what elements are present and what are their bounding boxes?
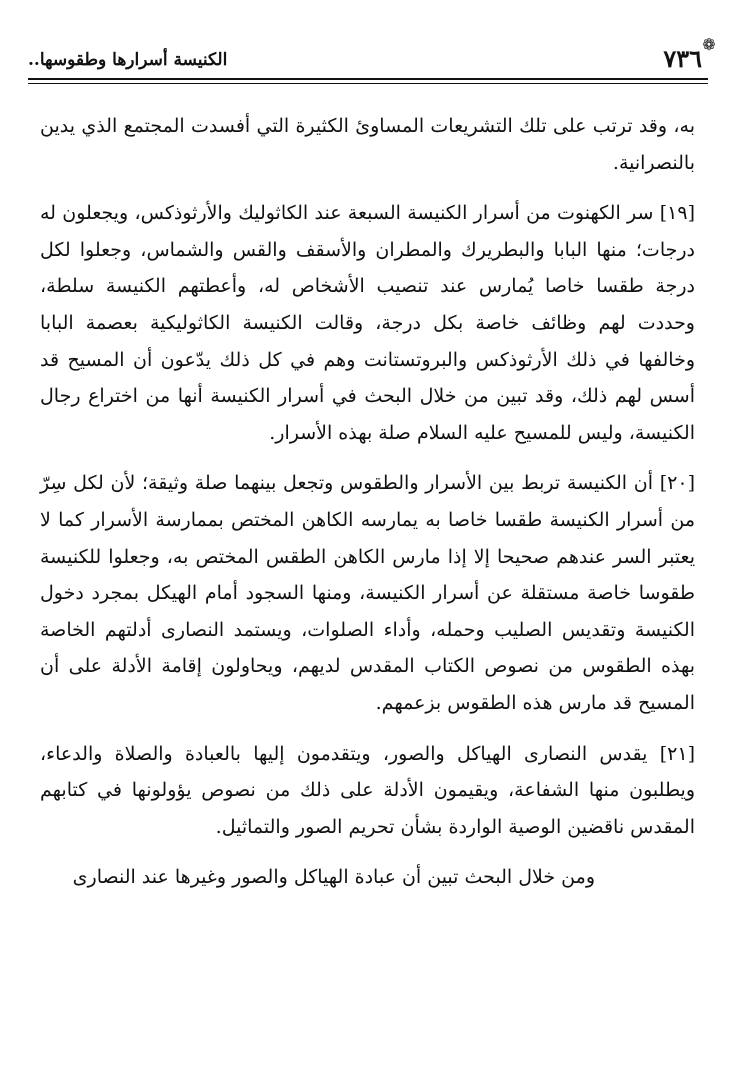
paragraph-number: [٢١] bbox=[659, 742, 695, 765]
page-header bbox=[28, 35, 716, 82]
paragraph-19 bbox=[40, 195, 695, 451]
running-title: الكنيسة أسرارها وطقوسها.. bbox=[28, 50, 228, 70]
paragraph-text: أن الكنيسة تربط بين الأسرار والطقوس وتجعل بينهما صلة وثيقة؛ لأن لكل سِرّ من أسرار الكنيسة طقسا خاصا به يمارسه الكاهن المختص بممارسة الأسرار كما لا يعتبر السر عندهم صحيحا إلا إذا مارس الكاهن الطقس المختص به، وجعلوا للكنيسة طقوسا خاصة مستقلة عن أسرار الكنيسة، ومنها السجود أمام الهيكل بمجرد دخول الكنيسة وتقديس الصليب وحمله، وأداء الصلوات، ويستمد النصارى أدلتهم الخاصة بهذه الطقوس من نصوص الكتاب المقدس لديهم، ويحاولون إقامة الأدلة على أن المسيح قد مارس هذه الطقوس بزعمهم. bbox=[40, 472, 695, 714]
page-body bbox=[40, 108, 695, 910]
paragraph-text: به، وقد ترتب على تلك التشريعات المساوئ الكثيرة التي أفسدت المجتمع الذي يدين بالنصرانية. bbox=[40, 115, 695, 174]
paragraph-20 bbox=[40, 465, 695, 721]
paragraph-continuation bbox=[40, 108, 695, 181]
page-number: ٧٣٦ bbox=[663, 44, 702, 73]
header-rule bbox=[28, 78, 708, 80]
paragraph-text: يقدس النصارى الهياكل والصور، ويتقدمون إليها بالعبادة والصلاة والدعاء، ويطلبون منها الشفاعة، ويقيمون الأدلة على ذلك من نصوص يؤولونها في كتابهم المقدس ناقضين الوصية الواردة بشأن تحريم الصور والتماثيل. bbox=[40, 742, 695, 838]
paragraph-number: [١٩] bbox=[659, 202, 695, 225]
header-rule-thin bbox=[28, 83, 708, 84]
flower-ornament-icon: ❁ bbox=[702, 35, 716, 54]
paragraph-text: سر الكهنوت من أسرار الكنيسة السبعة عند الكاثوليك والأرثوذكس، ويجعلون له درجات؛ منها البابا والبطريرك والمطران والأسقف والقس والشماس، وجعلوا لكل درجة طقسا خاصا يُمارس عند تنصيب الأشخاص له، وأعطتهم الكنيسة سلطة، وحددت لهم وظائف خاصة بكل درجة، وقالت الكنيسة الكاثوليكية بعصمة البابا وخالفها في ذلك الأرثوذكس والبروتستانت وهم في كل ذلك يدّعون أن المسيح قد أسس لهم ذلك، وقد تبين من خلال البحث في أسرار الكنيسة أنها من اختراع رجال الكنيسة، وليس للمسيح عليه السلام صلة بهذه الأسرار. bbox=[40, 202, 695, 444]
paragraph-number: [٢٠] bbox=[659, 472, 695, 495]
paragraph-closing bbox=[40, 859, 695, 896]
paragraph-text: ومن خلال البحث تبين أن عبادة الهياكل والصور وغيرها عند النصارى bbox=[72, 866, 595, 889]
paragraph-21 bbox=[40, 736, 695, 846]
